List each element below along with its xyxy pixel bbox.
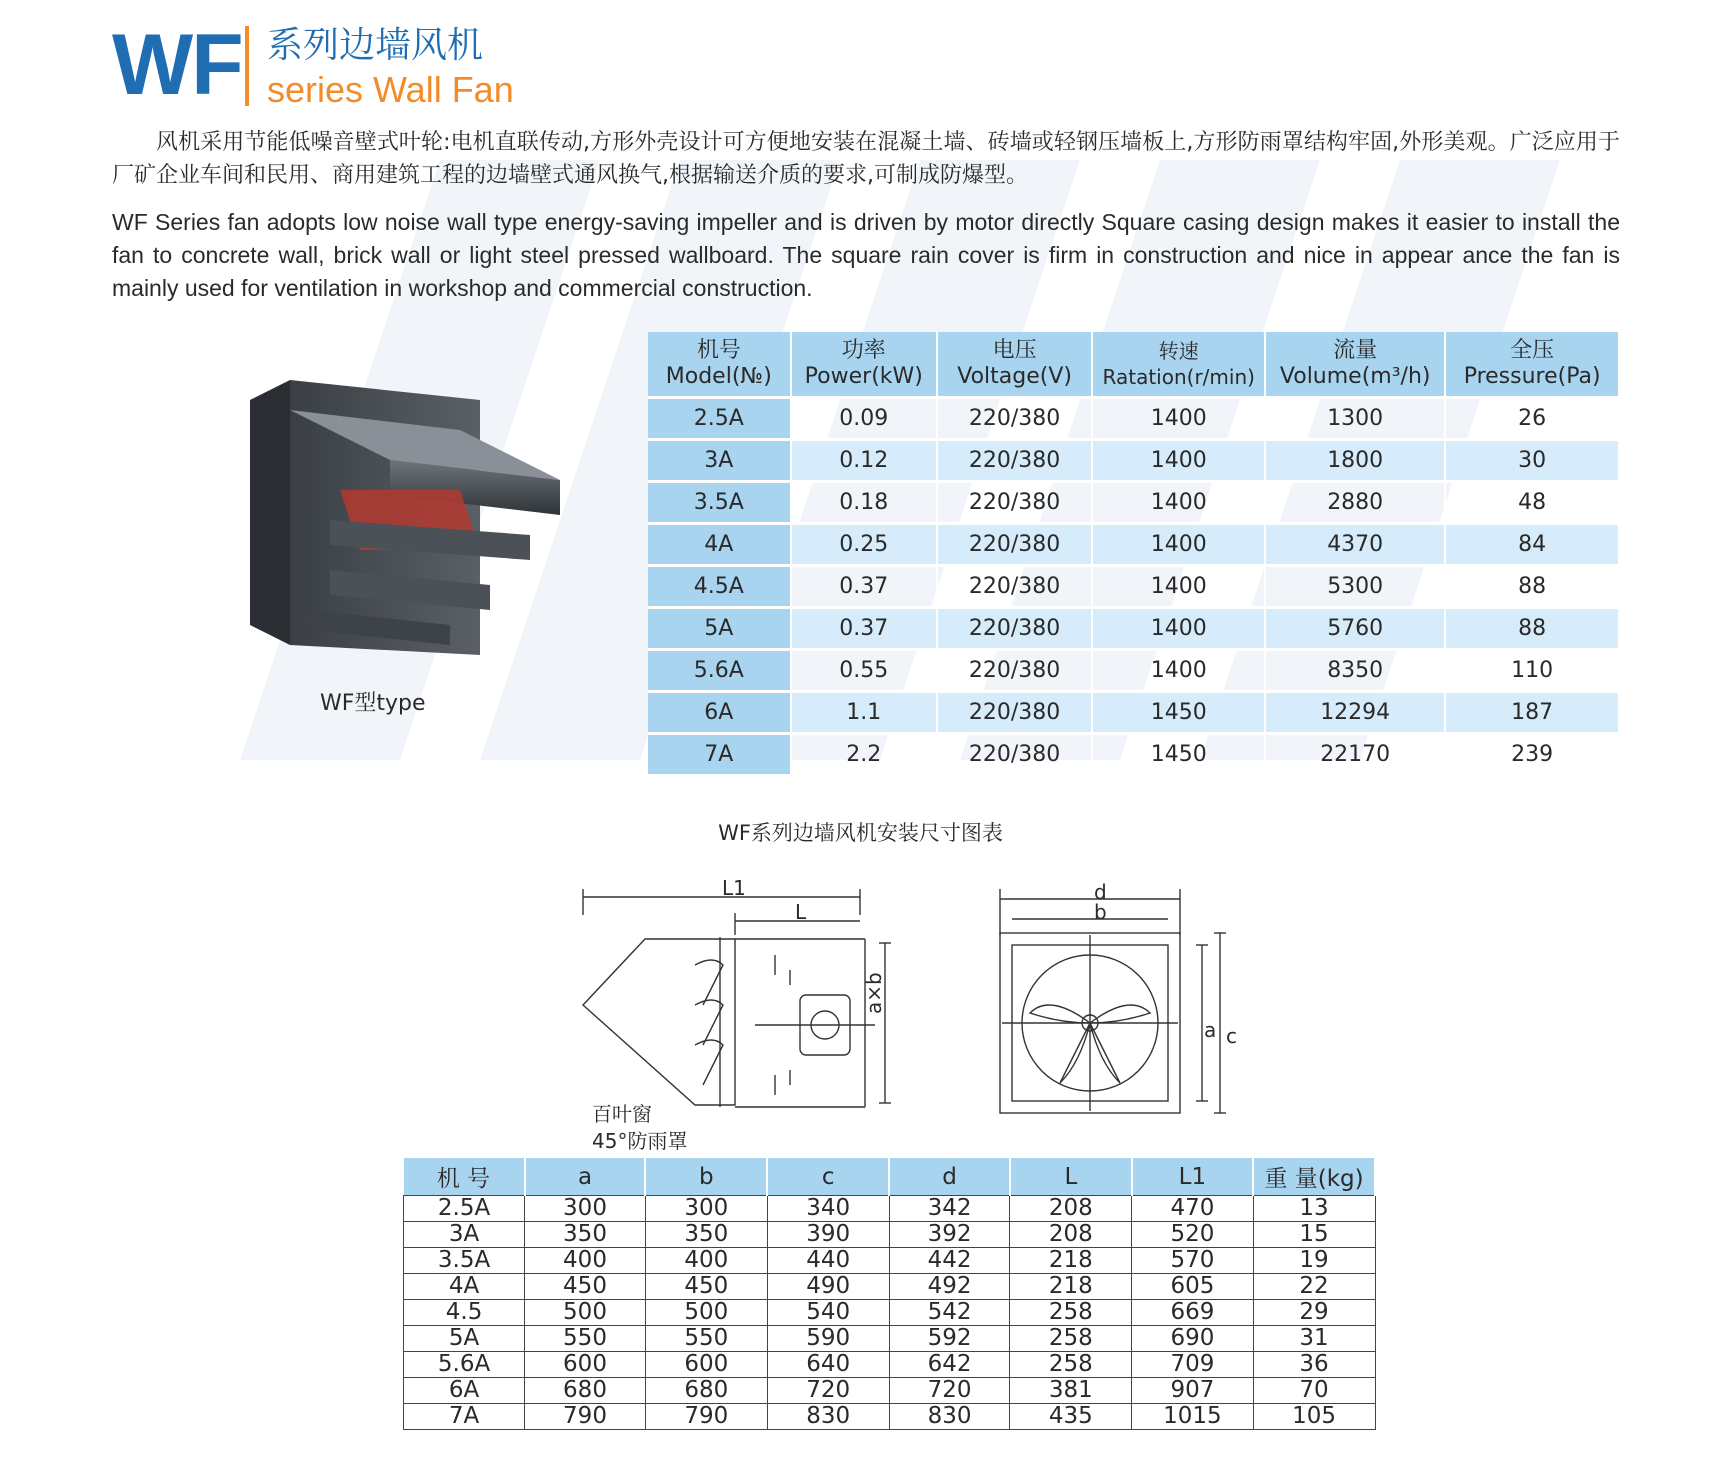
performance-cell: 1400 bbox=[1092, 524, 1265, 566]
dimension-cell: 381 bbox=[1010, 1378, 1132, 1404]
performance-row bbox=[648, 692, 1619, 734]
dimension-cell: 830 bbox=[889, 1404, 1010, 1430]
wall-fan-image bbox=[230, 370, 570, 670]
performance-cell: 220/380 bbox=[937, 608, 1092, 650]
performance-cell: 1400 bbox=[1092, 608, 1265, 650]
dimension-cell: 600 bbox=[645, 1352, 767, 1378]
dimension-cell: 350 bbox=[645, 1222, 767, 1248]
dimension-row bbox=[404, 1274, 1376, 1300]
label-a: a bbox=[1204, 1018, 1217, 1042]
dimension-cell: 450 bbox=[645, 1274, 767, 1300]
dimension-cell: 590 bbox=[767, 1326, 889, 1352]
dimension-cell: 13 bbox=[1253, 1196, 1375, 1222]
dimension-row bbox=[404, 1248, 1376, 1274]
dimension-cell: 442 bbox=[889, 1248, 1010, 1274]
dimension-cell: 550 bbox=[525, 1326, 646, 1352]
dimension-cell: 400 bbox=[645, 1248, 767, 1274]
dimension-cell: 3A bbox=[404, 1222, 525, 1248]
performance-cell: 5.6A bbox=[648, 650, 791, 692]
dimension-cell: 680 bbox=[645, 1378, 767, 1404]
dimension-cell: 29 bbox=[1253, 1300, 1375, 1326]
dimension-cell: 470 bbox=[1132, 1196, 1253, 1222]
dimension-cell: 600 bbox=[525, 1352, 646, 1378]
dimension-table bbox=[403, 1158, 1376, 1430]
performance-cell: 1.1 bbox=[791, 692, 937, 734]
performance-cell: 4.5A bbox=[648, 566, 791, 608]
dimension-row bbox=[404, 1326, 1376, 1352]
dimension-cell: 400 bbox=[525, 1248, 646, 1274]
col-pressure: 全压 Pressure(Pa) bbox=[1445, 332, 1619, 398]
dim-col-b: b bbox=[645, 1158, 767, 1196]
dimension-cell: 790 bbox=[525, 1404, 646, 1430]
dimension-cell: 680 bbox=[525, 1378, 646, 1404]
performance-cell: 1400 bbox=[1092, 566, 1265, 608]
performance-cell: 22170 bbox=[1265, 734, 1445, 776]
dim-col-d: d bbox=[889, 1158, 1010, 1196]
dimension-cell: 70 bbox=[1253, 1378, 1375, 1404]
dimension-cell: 720 bbox=[767, 1378, 889, 1404]
dimension-header-row bbox=[404, 1158, 1376, 1196]
dimension-cell: 300 bbox=[525, 1196, 646, 1222]
install-chart-title: WF系列边墙风机安装尺寸图表 bbox=[718, 821, 1003, 845]
performance-cell: 5760 bbox=[1265, 608, 1445, 650]
performance-row bbox=[648, 524, 1619, 566]
dim-col-l: L bbox=[1010, 1158, 1132, 1196]
dimension-cell: 570 bbox=[1132, 1248, 1253, 1274]
dimension-cell: 208 bbox=[1010, 1222, 1132, 1248]
dim-col-model: 机 号 bbox=[404, 1158, 525, 1196]
performance-cell: 220/380 bbox=[937, 734, 1092, 776]
performance-header-row bbox=[648, 332, 1619, 398]
performance-cell: 220/380 bbox=[937, 692, 1092, 734]
dim-col-weight: 重 量(kg) bbox=[1253, 1158, 1375, 1196]
performance-cell: 110 bbox=[1445, 650, 1619, 692]
dimension-cell: 258 bbox=[1010, 1326, 1132, 1352]
dimension-cell: 500 bbox=[525, 1300, 646, 1326]
dimension-cell: 1015 bbox=[1132, 1404, 1253, 1430]
performance-cell: 8350 bbox=[1265, 650, 1445, 692]
dim-col-c: c bbox=[767, 1158, 889, 1196]
label-l1: L1 bbox=[722, 876, 746, 900]
col-speed: 转速 Ratation(r/min) bbox=[1092, 332, 1265, 398]
dimension-cell: 31 bbox=[1253, 1326, 1375, 1352]
label-l: L bbox=[795, 900, 807, 924]
performance-cell: 1450 bbox=[1092, 692, 1265, 734]
label-c: c bbox=[1226, 1024, 1237, 1048]
dimension-cell: 642 bbox=[889, 1352, 1010, 1378]
dimension-cell: 520 bbox=[1132, 1222, 1253, 1248]
performance-cell: 0.37 bbox=[791, 566, 937, 608]
performance-cell: 1400 bbox=[1092, 398, 1265, 440]
dimension-cell: 19 bbox=[1253, 1248, 1375, 1274]
dimension-cell: 500 bbox=[645, 1300, 767, 1326]
dimension-cell: 435 bbox=[1010, 1404, 1132, 1430]
performance-cell: 1300 bbox=[1265, 398, 1445, 440]
performance-cell: 239 bbox=[1445, 734, 1619, 776]
dimension-cell: 2.5A bbox=[404, 1196, 525, 1222]
dimension-cell: 669 bbox=[1132, 1300, 1253, 1326]
performance-cell: 0.18 bbox=[791, 482, 937, 524]
dimension-cell: 392 bbox=[889, 1222, 1010, 1248]
dimension-row bbox=[404, 1378, 1376, 1404]
dimension-cell: 709 bbox=[1132, 1352, 1253, 1378]
performance-cell: 3.5A bbox=[648, 482, 791, 524]
dimension-cell: 490 bbox=[767, 1274, 889, 1300]
dimension-row bbox=[404, 1222, 1376, 1248]
dimension-cell: 720 bbox=[889, 1378, 1010, 1404]
dimension-cell: 340 bbox=[767, 1196, 889, 1222]
performance-cell: 84 bbox=[1445, 524, 1619, 566]
dimension-cell: 4.5 bbox=[404, 1300, 525, 1326]
description-cn: 风机采用节能低噪音壁式叶轮:电机直联传动,方形外壳设计可方便地安装在混凝土墙、砖墙或轻钢压墙板上,方形防雨罩结构牢固,外形美观。广泛应用于厂矿企业车间和民用、商用建筑工程的边墙壁式通风换气,根据输送介质的要求,可制成防爆型。 bbox=[112, 130, 1620, 188]
performance-cell: 220/380 bbox=[937, 650, 1092, 692]
dimension-row bbox=[404, 1300, 1376, 1326]
performance-cell: 1450 bbox=[1092, 734, 1265, 776]
performance-cell: 2.2 bbox=[791, 734, 937, 776]
performance-cell: 1400 bbox=[1092, 482, 1265, 524]
dimension-cell: 105 bbox=[1253, 1404, 1375, 1430]
dimension-row bbox=[404, 1196, 1376, 1222]
dimension-cell: 605 bbox=[1132, 1274, 1253, 1300]
col-power: 功率 Power(kW) bbox=[791, 332, 937, 398]
performance-cell: 0.25 bbox=[791, 524, 937, 566]
performance-cell: 6A bbox=[648, 692, 791, 734]
performance-cell: 48 bbox=[1445, 482, 1619, 524]
performance-cell: 26 bbox=[1445, 398, 1619, 440]
performance-cell: 220/380 bbox=[937, 482, 1092, 524]
dimension-cell: 3.5A bbox=[404, 1248, 525, 1274]
series-title-en: series Wall Fan bbox=[267, 69, 514, 110]
dimension-cell: 450 bbox=[525, 1274, 646, 1300]
dimension-cell: 550 bbox=[645, 1326, 767, 1352]
dimension-cell: 440 bbox=[767, 1248, 889, 1274]
performance-cell: 1800 bbox=[1265, 440, 1445, 482]
dimension-cell: 790 bbox=[645, 1404, 767, 1430]
performance-cell: 5300 bbox=[1265, 566, 1445, 608]
dimension-cell: 390 bbox=[767, 1222, 889, 1248]
performance-cell: 0.37 bbox=[791, 608, 937, 650]
dimension-cell: 342 bbox=[889, 1196, 1010, 1222]
performance-row bbox=[648, 608, 1619, 650]
performance-cell: 5A bbox=[648, 608, 791, 650]
dimension-cell: 4A bbox=[404, 1274, 525, 1300]
dimension-cell: 258 bbox=[1010, 1352, 1132, 1378]
series-title-cn: 系列边墙风机 bbox=[267, 25, 484, 66]
performance-cell: 1400 bbox=[1092, 650, 1265, 692]
dimension-row bbox=[404, 1404, 1376, 1430]
dimension-cell: 540 bbox=[767, 1300, 889, 1326]
performance-cell: 187 bbox=[1445, 692, 1619, 734]
product-caption: WF型type bbox=[320, 691, 426, 716]
performance-row bbox=[648, 398, 1619, 440]
dimension-cell: 5.6A bbox=[404, 1352, 525, 1378]
brand-divider bbox=[245, 26, 249, 106]
performance-cell: 220/380 bbox=[937, 524, 1092, 566]
col-model: 机号 Model(№) bbox=[648, 332, 791, 398]
front-view-drawing bbox=[980, 875, 1250, 1145]
dimension-cell: 350 bbox=[525, 1222, 646, 1248]
col-volume: 流量 Volume(m³/h) bbox=[1265, 332, 1445, 398]
dimension-cell: 6A bbox=[404, 1378, 525, 1404]
dimension-cell: 592 bbox=[889, 1326, 1010, 1352]
dimension-cell: 7A bbox=[404, 1404, 525, 1430]
dimension-cell: 640 bbox=[767, 1352, 889, 1378]
performance-row bbox=[648, 482, 1619, 524]
label-d: d bbox=[1094, 880, 1107, 904]
dimension-cell: 907 bbox=[1132, 1378, 1253, 1404]
dimension-cell: 218 bbox=[1010, 1274, 1132, 1300]
dim-col-l1: L1 bbox=[1132, 1158, 1253, 1196]
performance-cell: 1400 bbox=[1092, 440, 1265, 482]
performance-cell: 2.5A bbox=[648, 398, 791, 440]
dimension-cell: 542 bbox=[889, 1300, 1010, 1326]
performance-row bbox=[648, 734, 1619, 776]
dimension-cell: 258 bbox=[1010, 1300, 1132, 1326]
label-rain-hood: 45°防雨罩 bbox=[592, 1129, 688, 1153]
dimension-cell: 218 bbox=[1010, 1248, 1132, 1274]
dimension-row bbox=[404, 1352, 1376, 1378]
performance-cell: 4370 bbox=[1265, 524, 1445, 566]
brand-logo: WF bbox=[112, 17, 242, 113]
performance-row bbox=[648, 650, 1619, 692]
performance-cell: 2880 bbox=[1265, 482, 1445, 524]
performance-cell: 220/380 bbox=[937, 398, 1092, 440]
dimension-cell: 22 bbox=[1253, 1274, 1375, 1300]
description-en: WF Series fan adopts low noise wall type energy-saving impeller and is driven by motor directly Square casing design makes it easier to install the fan to concrete wall, brick wall or light steel pressed wallboard. The square rain cover is firm in construction and nice in appear ance the fan is mainly used for ventilation in workshop and commercial construction. bbox=[112, 209, 1620, 301]
label-axb: a×b bbox=[862, 972, 886, 1014]
label-louver: 百叶窗 bbox=[592, 1102, 652, 1126]
label-b: b bbox=[1094, 900, 1107, 924]
dim-col-a: a bbox=[525, 1158, 646, 1196]
col-voltage: 电压 Voltage(V) bbox=[937, 332, 1092, 398]
performance-cell: 0.09 bbox=[791, 398, 937, 440]
dimension-cell: 36 bbox=[1253, 1352, 1375, 1378]
performance-cell: 0.55 bbox=[791, 650, 937, 692]
performance-cell: 4A bbox=[648, 524, 791, 566]
performance-cell: 88 bbox=[1445, 608, 1619, 650]
dimension-cell: 15 bbox=[1253, 1222, 1375, 1248]
performance-cell: 7A bbox=[648, 734, 791, 776]
performance-row bbox=[648, 566, 1619, 608]
performance-cell: 30 bbox=[1445, 440, 1619, 482]
performance-cell: 220/380 bbox=[937, 440, 1092, 482]
dimension-cell: 5A bbox=[404, 1326, 525, 1352]
dimension-cell: 492 bbox=[889, 1274, 1010, 1300]
performance-cell: 3A bbox=[648, 440, 791, 482]
performance-cell: 88 bbox=[1445, 566, 1619, 608]
performance-table bbox=[648, 332, 1620, 777]
performance-cell: 12294 bbox=[1265, 692, 1445, 734]
performance-row bbox=[648, 440, 1619, 482]
dimension-cell: 690 bbox=[1132, 1326, 1253, 1352]
dimension-cell: 300 bbox=[645, 1196, 767, 1222]
performance-cell: 0.12 bbox=[791, 440, 937, 482]
dimension-cell: 830 bbox=[767, 1404, 889, 1430]
dimension-cell: 208 bbox=[1010, 1196, 1132, 1222]
performance-cell: 220/380 bbox=[937, 566, 1092, 608]
